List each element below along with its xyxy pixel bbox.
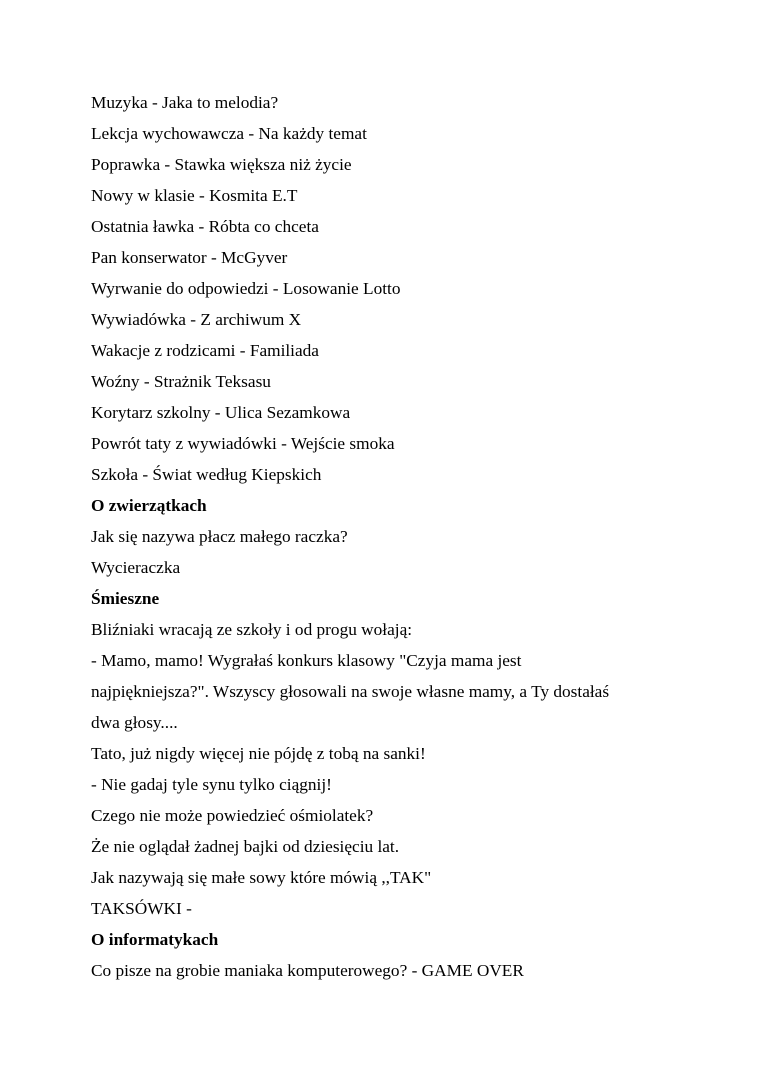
section-heading: O zwierzątkach <box>91 496 207 515</box>
text-line: najpiękniejsza?". Wszyscy głosowali na swoje własne mamy, a Ty dostałaś <box>91 682 610 701</box>
text-line: Ostatnia ławka - Róbta co chceta <box>91 217 319 236</box>
text-line: Co pisze na grobie maniaka komputerowego? - GAME OVER <box>91 961 524 980</box>
document-body <box>91 87 711 986</box>
text-line: - Mamo, mamo! Wygrałaś konkurs klasowy "Czyja mama jest <box>91 651 522 670</box>
text-line: Muzyka - Jaka to melodia? <box>91 93 279 112</box>
text-line: Szkoła - Świat według Kiepskich <box>91 465 322 484</box>
text-line: dwa głosy.... <box>91 713 178 732</box>
text-line: Lekcja wychowawcza - Na każdy temat <box>91 124 367 143</box>
text-line: Wywiadówka - Z archiwum X <box>91 310 302 329</box>
text-line: Poprawka - Stawka większa niż życie <box>91 155 352 174</box>
text-line: Jak nazywają się małe sowy które mówią ,,TAK" <box>91 868 432 887</box>
text-line: Wycieraczka <box>91 558 181 577</box>
section-heading: O informatykach <box>91 930 219 949</box>
text-line: Woźny - Strażnik Teksasu <box>91 372 271 391</box>
text-line: Wakacje z rodzicami - Familiada <box>91 341 319 360</box>
text-line: Nowy w klasie - Kosmita E.T <box>91 186 298 205</box>
section-heading: Śmieszne <box>91 589 160 608</box>
text-line: Czego nie może powiedzieć ośmiolatek? <box>91 806 374 825</box>
text-line: - Nie gadaj tyle synu tylko ciągnij! <box>91 775 332 794</box>
text-line: Że nie oglądał żadnej bajki od dziesięciu lat. <box>91 837 400 856</box>
text-line: TAKSÓWKI - <box>91 899 192 918</box>
text-line: Powrót taty z wywiadówki - Wejście smoka <box>91 434 395 453</box>
text-line: Bliźniaki wracają ze szkoły i od progu wołają: <box>91 620 413 639</box>
text-line: Pan konserwator - McGyver <box>91 248 288 267</box>
text-line: Tato, już nigdy więcej nie pójdę z tobą na sanki! <box>91 744 426 763</box>
text-line: Wyrwanie do odpowiedzi - Losowanie Lotto <box>91 279 401 298</box>
text-line: Korytarz szkolny - Ulica Sezamkowa <box>91 403 351 422</box>
text-line: Jak się nazywa płacz małego raczka? <box>91 527 348 546</box>
